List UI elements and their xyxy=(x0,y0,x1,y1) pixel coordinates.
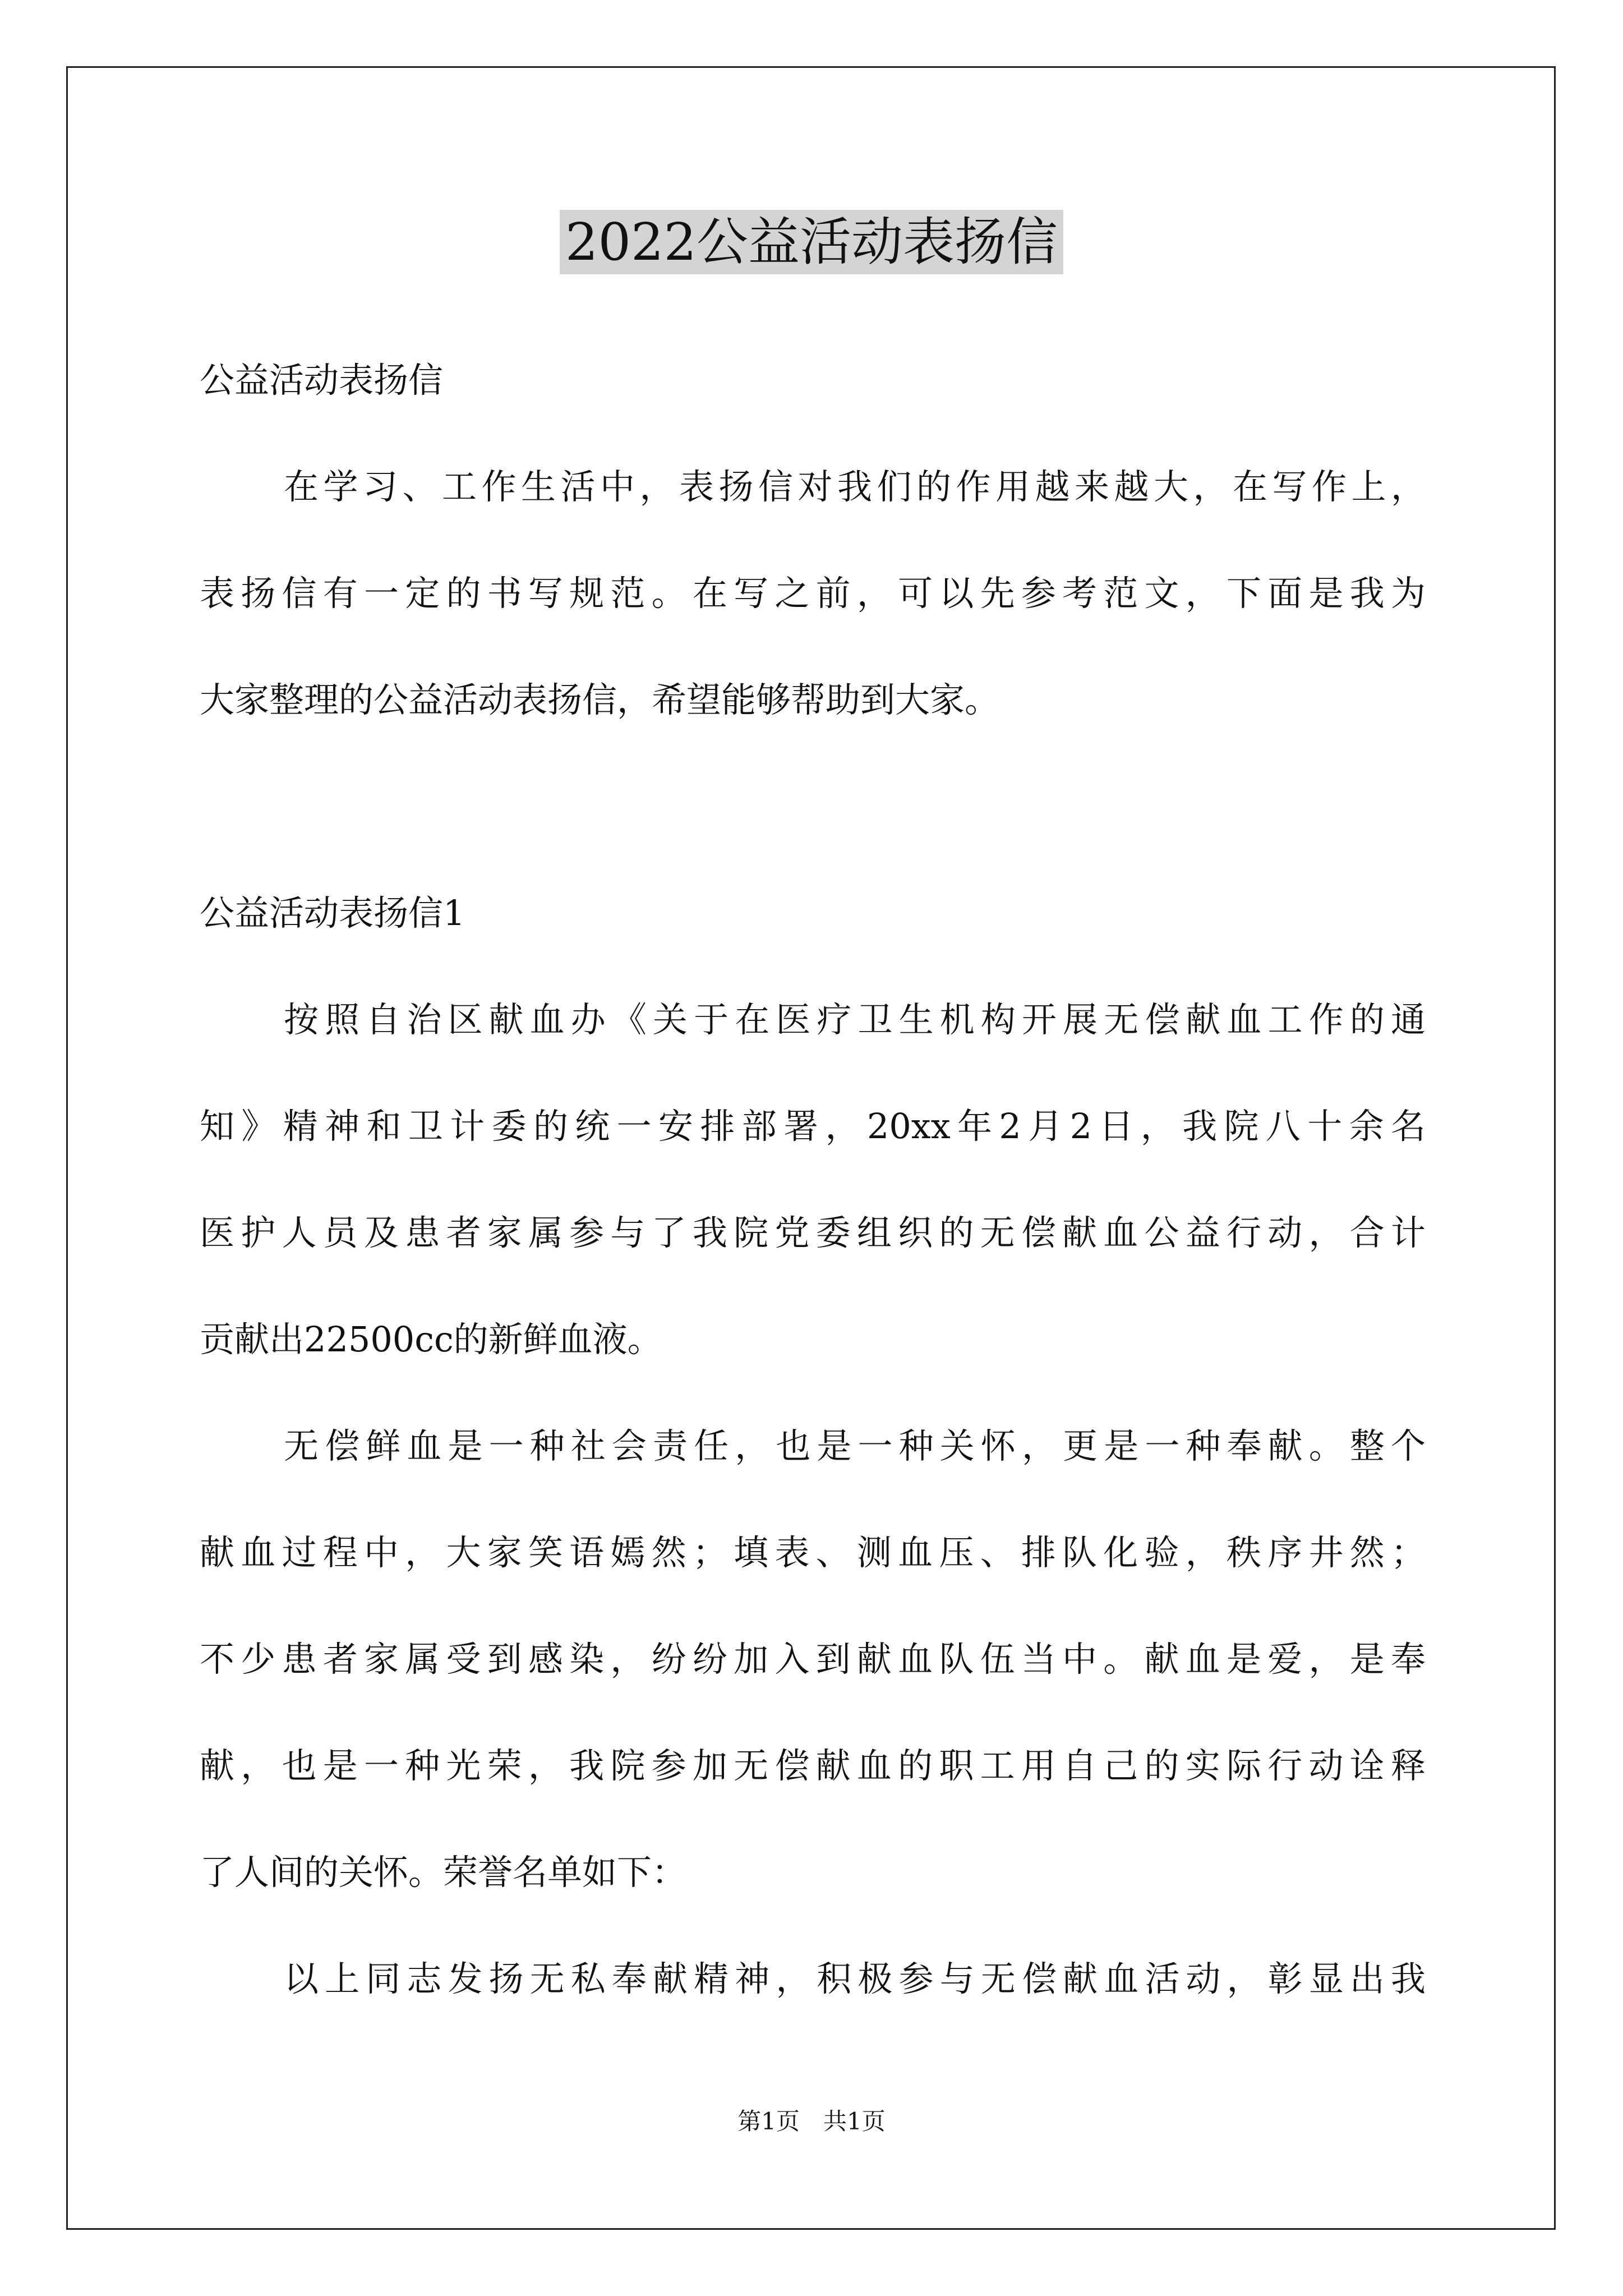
paragraph-1-line-3: 医护人员及患者家属参与了我院党委组织的无偿献血公益行动，合计 xyxy=(200,1212,1426,1253)
intro-line-3: 大家整理的公益活动表扬信，希望能够帮助到大家。 xyxy=(200,679,1000,720)
intro-line-1: 在学习、工作生活中，表扬信对我们的作用越来越大，在写作上， xyxy=(284,466,1426,507)
paragraph-2-line-2: 献血过程中，大家笑语嫣然；填表、测血压、排队化验，秩序井然； xyxy=(200,1532,1426,1573)
paragraph-1-line-2: 知》精神和卫计委的统一安排部署，20xx年2月2日，我院八十余名 xyxy=(200,1106,1426,1147)
paragraph-1-line-1: 按照自治区献血办《关于在医疗卫生机构开展无偿献血工作的通 xyxy=(284,999,1426,1040)
paragraph-2-line-1: 无偿鲜血是一种社会责任，也是一种关怀，更是一种奉献。整个 xyxy=(284,1425,1426,1466)
page-footer: 第1页 共1页 xyxy=(737,2108,886,2135)
section-heading-main: 公益活动表扬信 xyxy=(200,360,444,401)
document-title-text: 2022公益活动表扬信 xyxy=(560,210,1063,274)
section-heading-1: 公益活动表扬信1 xyxy=(200,892,465,933)
paragraph-2-line-4: 献，也是一种光荣，我院参加无偿献血的职工用自己的实际行动诠释 xyxy=(200,1745,1426,1786)
intro-line-2: 表扬信有一定的书写规范。在写之前，可以先参考范文，下面是我为 xyxy=(200,573,1426,614)
document-title xyxy=(0,209,1623,276)
paragraph-1-line-4: 贡献出22500cc的新鲜血液。 xyxy=(200,1319,662,1360)
paragraph-3-line-1: 以上同志发扬无私奉献精神，积极参与无偿献血活动，彰显出我 xyxy=(284,1958,1426,1999)
paragraph-2-line-3: 不少患者家属受到感染，纷纷加入到献血队伍当中。献血是爱，是奉 xyxy=(200,1639,1426,1680)
paragraph-2-line-5: 了人间的关怀。荣誉名单如下： xyxy=(200,1852,687,1893)
